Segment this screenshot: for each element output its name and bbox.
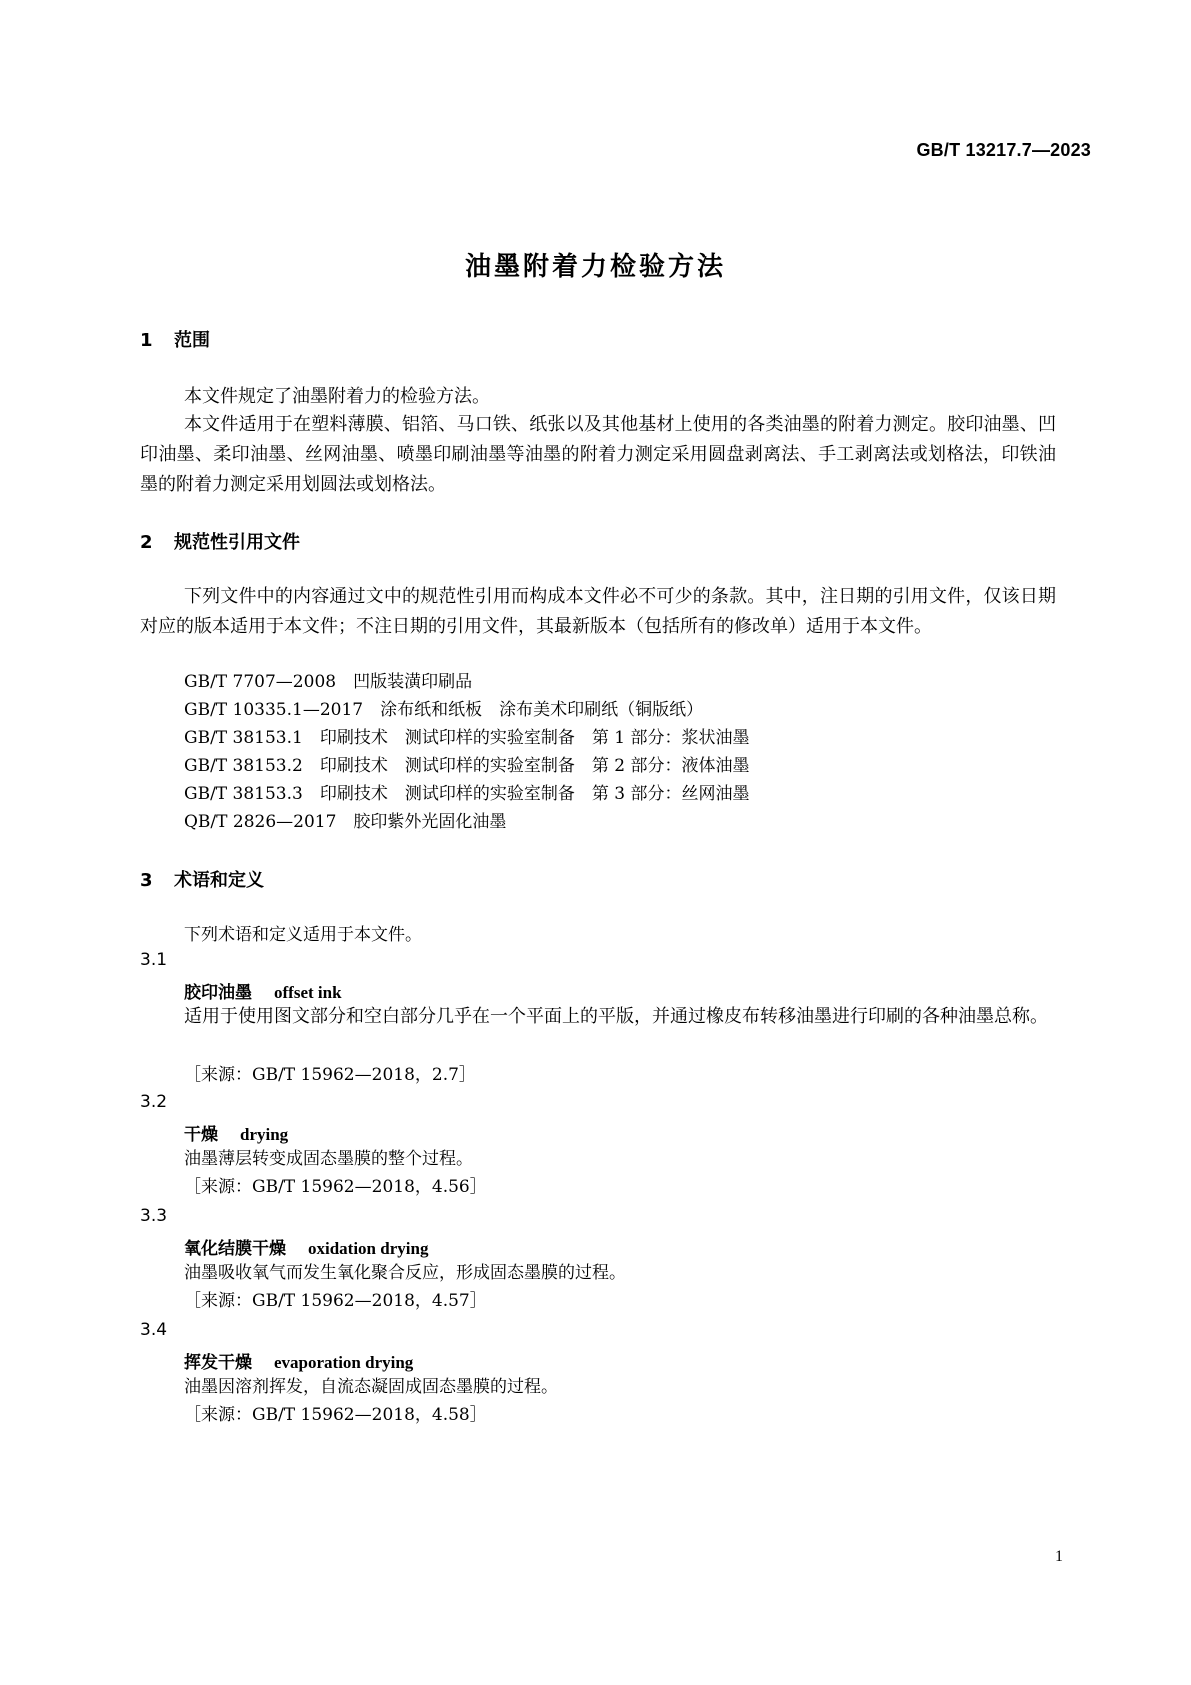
term-number: 3.1 — [140, 950, 168, 970]
reference-item: GB/T 38153.1 印刷技术 测试印样的实验室制备 第 1 部分：浆状油墨 — [184, 728, 750, 748]
term-name — [184, 1120, 288, 1145]
reference-item: GB/T 38153.2 印刷技术 测试印样的实验室制备 第 2 部分：液体油墨 — [184, 756, 750, 776]
term-name-en: oxidation drying — [308, 1239, 429, 1258]
term-name-en: drying — [240, 1125, 289, 1144]
term-name — [184, 978, 342, 1003]
reference-item: QB/T 2826—2017 胶印紫外光固化油墨 — [184, 812, 507, 832]
reference-item: GB/T 38153.3 印刷技术 测试印样的实验室制备 第 3 部分：丝网油墨 — [184, 784, 750, 804]
term-source: ［来源：GB/T 15962—2018，4.56］ — [184, 1177, 487, 1197]
term-name-zh: 干燥 — [184, 1125, 218, 1145]
section-title: 规范性引用文件 — [174, 532, 300, 553]
term-definition: 油墨吸收氧气而发生氧化聚合反应，形成固态墨膜的过程。 — [184, 1263, 626, 1283]
term-name — [184, 1348, 413, 1373]
term-number: 3.4 — [140, 1320, 168, 1340]
term-name-zh: 挥发干燥 — [184, 1353, 252, 1373]
section-title: 术语和定义 — [174, 870, 264, 891]
term-number: 3.3 — [140, 1206, 168, 1226]
page-number: 1 — [1055, 1548, 1063, 1565]
term-source: ［来源：GB/T 15962—2018，4.58］ — [184, 1405, 487, 1425]
references-intro: 下列文件中的内容通过文中的规范性引用而构成本文件必不可少的条款。其中，注日期的引用文件，仅该日期对应的版本适用于本文件；不注日期的引用文件，其最新版本（包括所有的修改单）适用于本文件。 — [140, 586, 1056, 637]
term-source: ［来源：GB/T 15962—2018，2.7］ — [184, 1065, 476, 1085]
scope-paragraph-2: 本文件适用于在塑料薄膜、铝箔、马口铁、纸张以及其他基材上使用的各类油墨的附着力测定。胶印油墨、凹印油墨、柔印油墨、丝网油墨、喷墨印刷油墨等油墨的附着力测定采用圆盘剥离法、手工剥离法或划格法，印铁油墨的附着力测定采用划圆法或划格法。 — [140, 414, 1056, 495]
section-1-heading — [140, 326, 210, 352]
term-name-en: evaporation drying — [274, 1353, 414, 1372]
standard-code: GB/T 13217.7—2023 — [916, 140, 1091, 160]
term-source: ［来源：GB/T 15962—2018，4.57］ — [184, 1291, 487, 1311]
section-3-heading — [140, 866, 264, 892]
reference-item: GB/T 10335.1—2017 涂布纸和纸板 涂布美术印刷纸（铜版纸） — [184, 700, 704, 720]
term-number: 3.2 — [140, 1092, 168, 1112]
document-title: 油墨附着力检验方法 — [464, 252, 726, 282]
term-definition: 适用于使用图文部分和空白部分几乎在一个平面上的平版，并通过橡皮布转移油墨进行印刷的各种油墨总称。 — [184, 1006, 1048, 1027]
term-definition: 油墨因溶剂挥发，自流态凝固成固态墨膜的过程。 — [184, 1377, 558, 1397]
section-number: 2 — [140, 532, 153, 553]
section-number: 1 — [140, 330, 153, 351]
section-title: 范围 — [174, 330, 210, 351]
section-2-heading — [140, 528, 300, 554]
terms-intro: 下列术语和定义适用于本文件。 — [184, 925, 422, 945]
scope-paragraph-1: 本文件规定了油墨附着力的检验方法。 — [184, 386, 490, 407]
term-name-zh: 胶印油墨 — [184, 983, 252, 1003]
term-name — [184, 1234, 428, 1259]
term-definition: 油墨薄层转变成固态墨膜的整个过程。 — [184, 1149, 473, 1169]
term-name-en: offset ink — [274, 983, 342, 1002]
reference-item: GB/T 7707—2008 凹版装潢印刷品 — [184, 672, 473, 692]
section-number: 3 — [140, 870, 153, 891]
term-name-zh: 氧化结膜干燥 — [184, 1239, 286, 1259]
